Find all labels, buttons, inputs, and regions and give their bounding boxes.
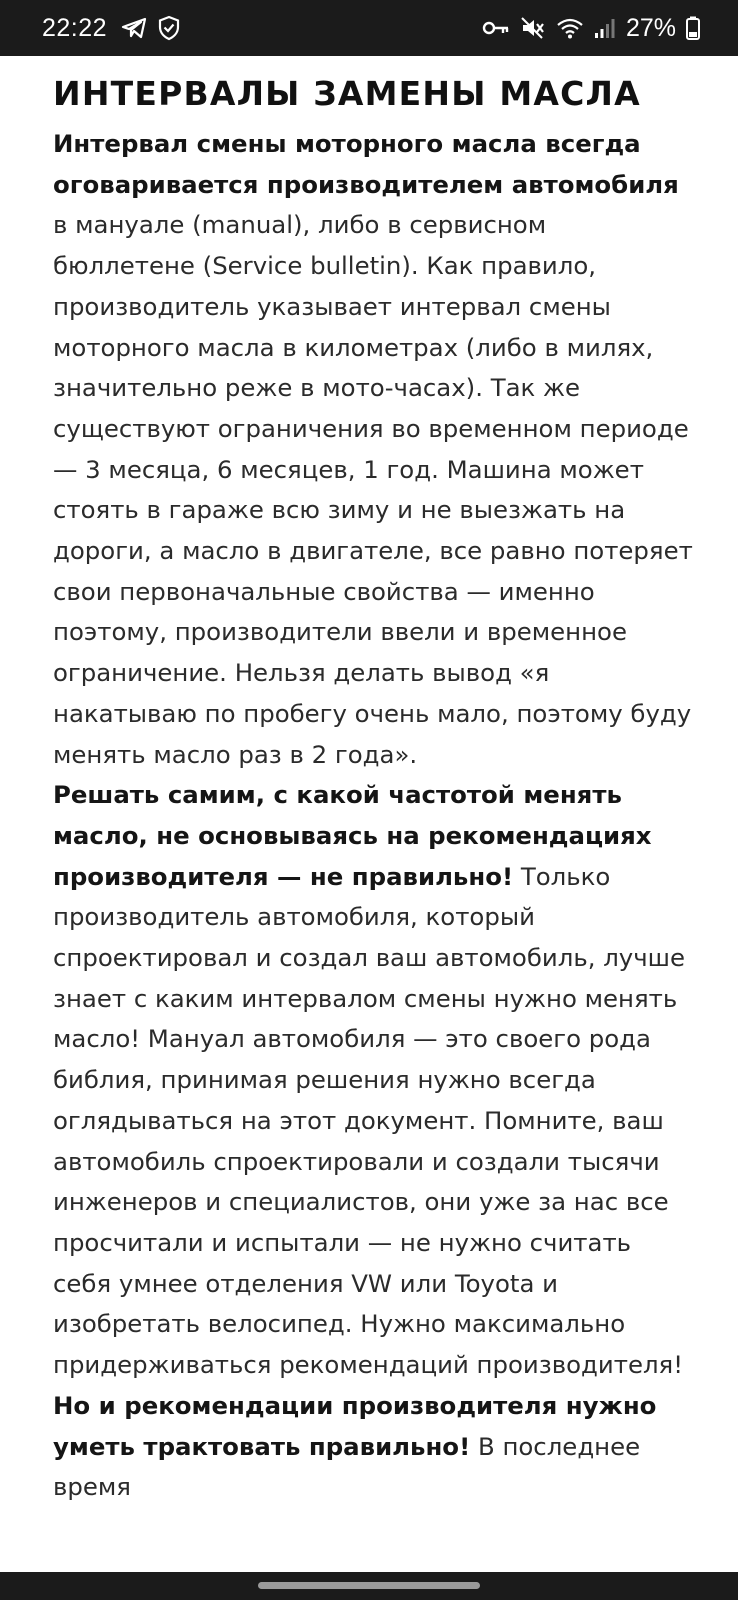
battery-percent: 27% <box>625 13 676 42</box>
signal-icon <box>594 17 616 39</box>
status-bar-right <box>482 14 700 43</box>
status-bar <box>0 0 738 56</box>
note-text: В последнее время <box>53 1431 641 1502</box>
intro-text: в мануале (manual), либо в сервисном бюллетене (Service bulletin). Как правило, производитель указывает интервал смены моторного масла в километрах (либо в милях, значительно реже в мото-часах). Так же существуют ограничения во временном периоде — 3 месяца, 6 месяцев, 1 год. Машина может стоять в гараже всю зиму и не выезжать на дороги, а масло в двигателе, все равно потеряет свои первоначальные свойства — именно поэтому, производители ввели и временное ограничение. Нельзя делать вывод «я накатываю по пробегу очень мало, поэтому буду менять масло раз в 2 года». <box>53 210 693 769</box>
article <box>53 70 693 1508</box>
status-bar-left <box>42 14 181 43</box>
article-body <box>53 124 693 1508</box>
note-bold-text: Но и рекомендации производителя нужно уметь трактовать правильно! <box>53 1390 657 1461</box>
warning-bold-text: Решать самим, с какой частотой менять масло, не основываясь на рекомендациях производителя — не правильно! <box>53 780 652 891</box>
wifi-icon <box>556 17 584 39</box>
mute-icon <box>520 16 546 40</box>
navigation-bar <box>0 1572 738 1600</box>
article-title: ИНТЕРВАЛЫ ЗАМЕНЫ МАСЛА <box>53 74 641 113</box>
home-gesture-handle[interactable] <box>258 1582 480 1589</box>
intro-bold-text: Интервал смены моторного масла всегда оговаривается производителем автомобиля <box>53 129 679 199</box>
battery-icon <box>686 16 700 40</box>
shield-icon <box>157 15 181 41</box>
key-icon <box>482 20 510 36</box>
status-time: 22:22 <box>42 13 108 42</box>
telegram-icon <box>121 17 147 39</box>
warning-text: Только производитель автомобиля, который спроектировал и создал ваш автомобиль, лучше знает с каким интервалом смены нужно менять масло! Мануал автомобиля — это своего рода библия, принимая решения нужно всегда оглядываться на этот документ. Помните, ваш автомобиль спроектировали и создали тысячи инженеров и специалистов, они уже за нас все просчитали и испытали — не нужно считать себя умнее отделения VW или Toyota и изобретать велосипед. Нужно максимально придерживаться рекомендаций производителя! <box>53 861 685 1380</box>
